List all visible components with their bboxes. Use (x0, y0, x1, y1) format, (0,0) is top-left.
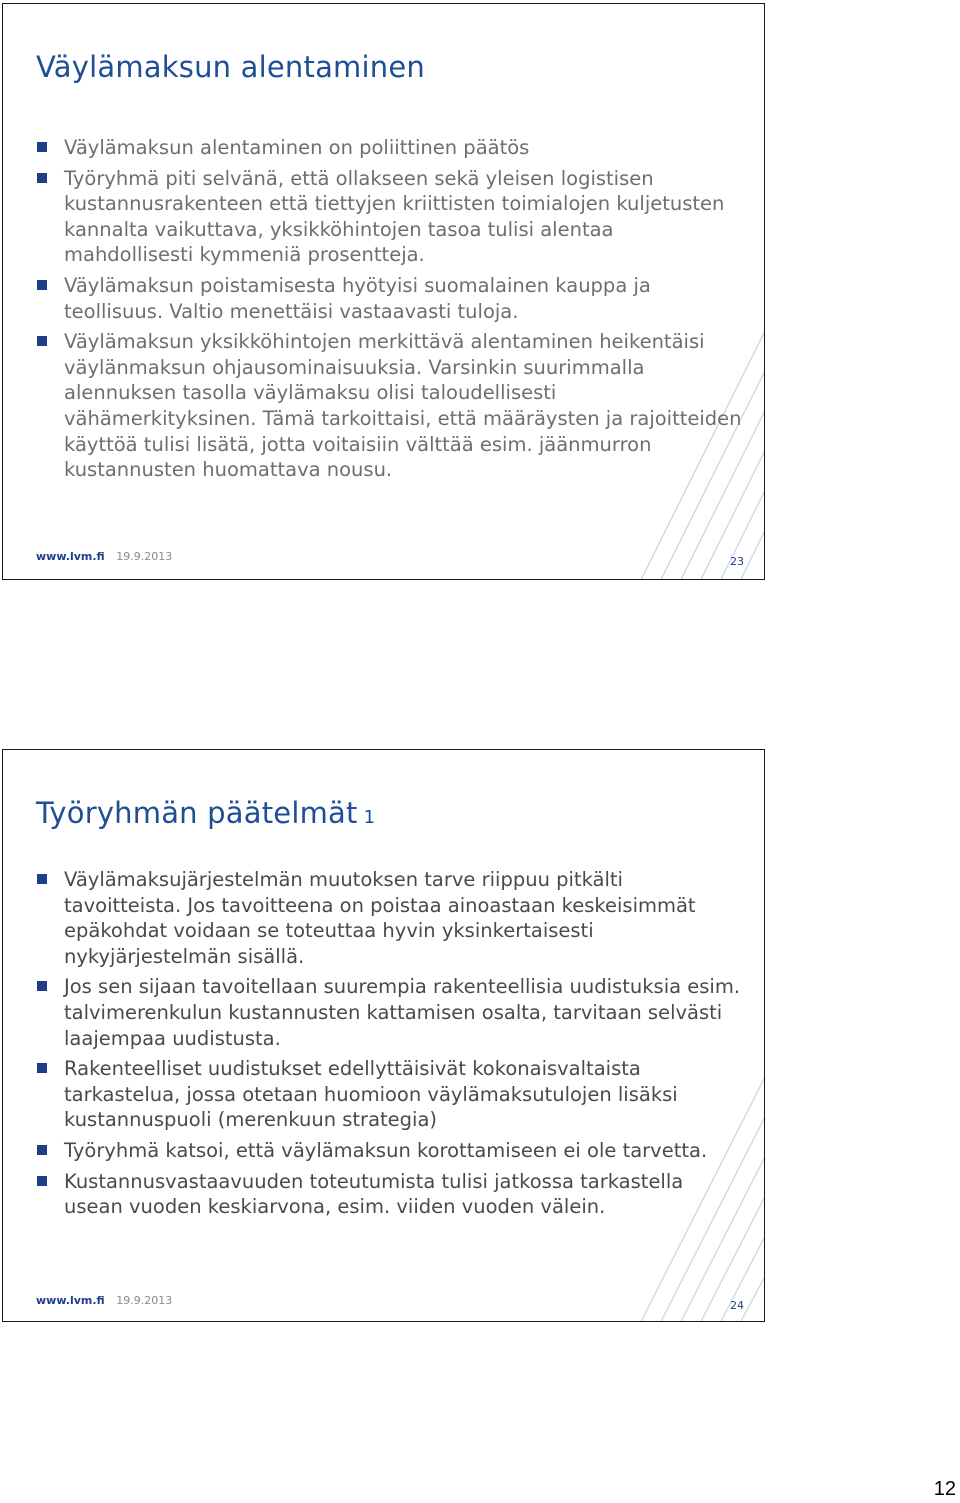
slide-number: 24 (730, 1299, 744, 1312)
square-bullet-icon (37, 142, 47, 152)
slide-23 (2, 3, 765, 580)
square-bullet-icon (37, 173, 47, 183)
bullet-item (37, 135, 742, 161)
bullet-item (37, 1056, 742, 1133)
page-number: 12 (933, 1478, 956, 1500)
slide-footer (36, 550, 172, 563)
bullet-text: Työryhmä katsoi, että väylämaksun korottamiseen ei ole tarvetta. (64, 1138, 708, 1162)
square-bullet-icon (37, 1176, 47, 1186)
bullet-item (37, 329, 742, 483)
bullet-item (37, 974, 742, 1051)
bullet-item (37, 867, 742, 969)
bullet-text: Rakenteelliset uudistukset edellyttäisivät kokonaisvaltaista tarkastelua, jossa otetaan huomioon väylämaksutulojen lisäksi kustannuspuoli (merenkuun strategia) (64, 1057, 678, 1132)
bullet-text: Väylämaksun yksikköhintojen merkittävä alentaminen heikentäisi väylänmaksun ohjausominaisuuksia. Varsinkin suurimmalla alennuksen tasolla väylämaksu olisi taloudellisesti vähämerkityksinen. Tämä tarkoittaisi, että määräysten ja rajoitteiden käyttöä tulisi lisätä, jotta voitaisiin välttää esim. jäänmurron kustannusten huomattava nousu. (64, 330, 742, 482)
square-bullet-icon (37, 1145, 47, 1155)
bullet-item (37, 1138, 742, 1164)
bullet-text: Väylämaksun poistamisesta hyötyisi suomalainen kauppa ja teollisuus. Valtio menettäisi vastaavasti tuloja. (64, 273, 651, 323)
footer-url: www.lvm.fi (36, 550, 105, 563)
bullet-item (37, 273, 742, 324)
bullet-list (37, 867, 742, 1225)
footer-date: 19.9.2013 (116, 550, 173, 563)
slide-title-suffix: 1 (363, 807, 376, 828)
square-bullet-icon (37, 280, 47, 290)
slide-title (36, 796, 375, 830)
square-bullet-icon (37, 336, 47, 346)
bullet-item (37, 1169, 742, 1220)
bullet-item (37, 166, 742, 268)
slide-24 (2, 749, 765, 1322)
bullet-list (37, 135, 742, 488)
slide-title-text: Työryhmän päätelmät (36, 796, 358, 830)
bullet-text: Työryhmä piti selvänä, että ollakseen sekä yleisen logistisen kustannusrakenteen että tiettyjen kriittisten toimialojen kuljetusten kannalta vaikuttava, yksikköhintojen tasoa tulisi alentaa mahdollisesti kymmeniä prosentteja. (64, 166, 725, 267)
square-bullet-icon (37, 874, 47, 884)
square-bullet-icon (37, 981, 47, 991)
footer-date: 19.9.2013 (116, 1294, 173, 1307)
footer-url: www.lvm.fi (36, 1294, 105, 1307)
bullet-text: Jos sen sijaan tavoitellaan suurempia rakenteellisia uudistuksia esim. talvimerenkulun kustannusten kattamisen osalta, tarvitaan selvästi laajempaa uudistusta. (64, 975, 741, 1050)
bullet-text: Kustannusvastaavuuden toteutumista tulisi jatkossa tarkastella usean vuoden keskiarvona, esim. viiden vuoden välein. (64, 1169, 684, 1219)
square-bullet-icon (37, 1063, 47, 1073)
bullet-text: Väylämaksun alentaminen on poliittinen päätös (64, 136, 530, 159)
slide-footer (36, 1294, 172, 1307)
slide-title: Väylämaksun alentaminen (36, 50, 425, 84)
slide-number: 23 (730, 555, 744, 568)
bullet-text: Väylämaksujärjestelmän muutoksen tarve riippuu pitkälti tavoitteista. Jos tavoitteena on poistaa ainoastaan keskeisimmät epäkohdat voidaan se toteuttaa hyvin yksinkertaisesti nykyjärjestelmän sisällä. (64, 868, 696, 968)
